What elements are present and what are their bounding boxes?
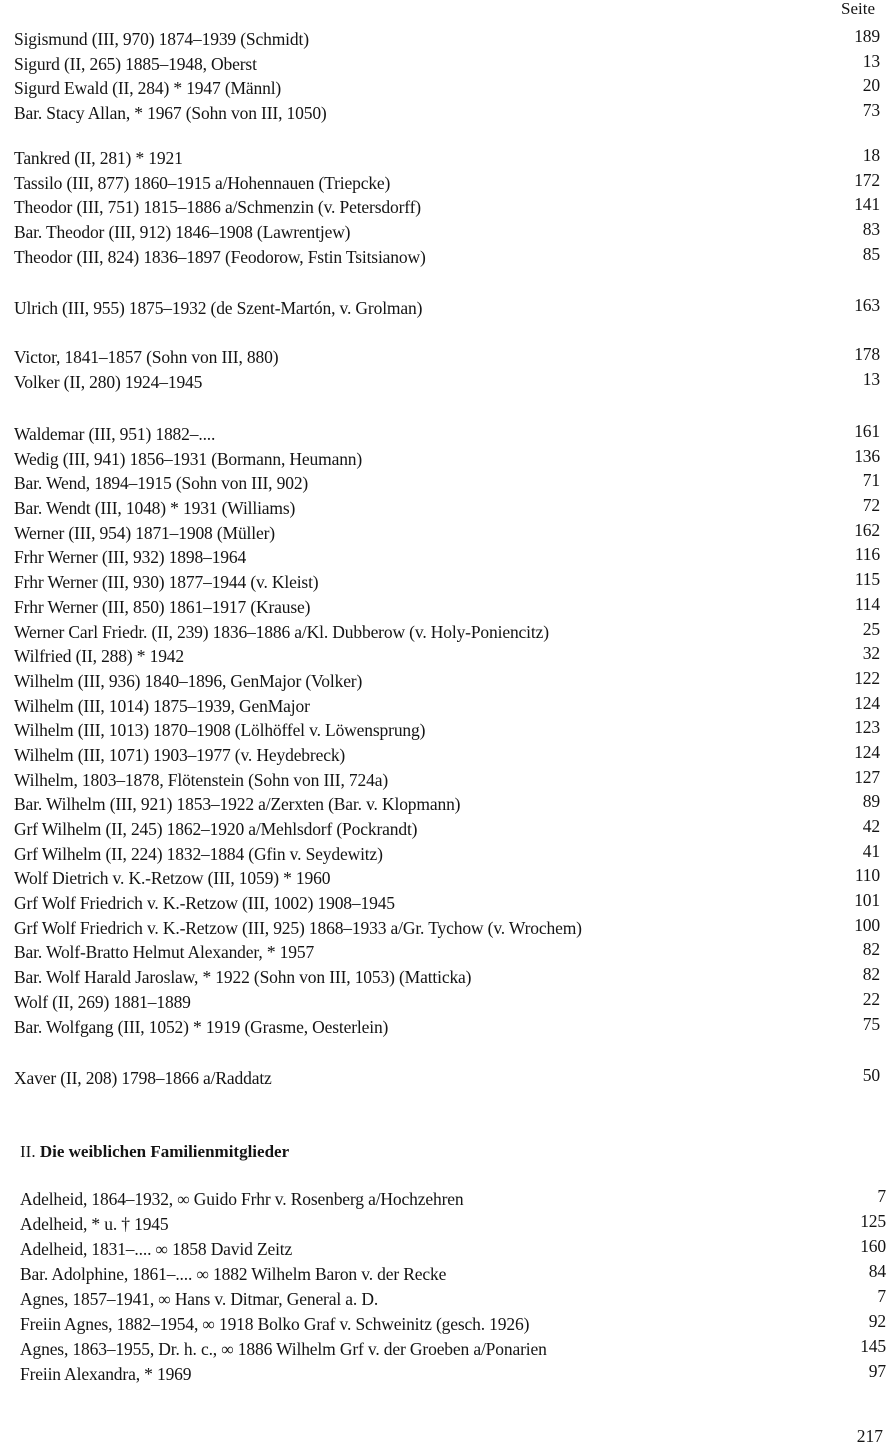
entry-name: Victor, 1841–1857 (Sohn von III, 880) [14,347,279,367]
entry-page-number: 73 [862,100,880,121]
index-entry [14,1066,880,1091]
index-group-u [14,296,880,321]
index-entry [14,296,880,321]
entry-name: Tankred (II, 281) * 1921 [14,148,183,168]
entry-name: Freiin Agnes, 1882–1954, ∞ 1918 Bolko Graf v. Schweinitz (gesch. 1926) [20,1314,530,1334]
entry-name: Theodor (III, 751) 1815–1886 a/Schmenzin (v. Petersdorff) [14,197,421,218]
entry-name: Bar. Wend, 1894–1915 (Sohn von III, 902) [14,473,309,494]
entry-page-number: 127 [854,766,880,787]
index-entry [20,1187,886,1212]
entry-page-number: 20 [862,75,880,96]
index-entry [20,1312,886,1337]
index-entry [14,866,880,891]
index-entry [14,27,880,52]
index-entry [14,171,880,196]
entry-name: Werner (III, 954) 1871–1908 (Müller) [14,522,275,543]
index-entry [20,1262,886,1287]
entry-page-number: 124 [854,741,880,762]
index-entry [14,842,880,867]
entry-name: Sigurd (II, 265) 1885–1948, Oberst [14,53,257,74]
index-entry [14,52,880,77]
index-entry [20,1212,886,1237]
entry-name: Bar. Stacy Allan, * 1967 (Sohn von III, 1050) [14,103,327,124]
entry-page-number: 141 [854,194,880,215]
section-heading [20,1141,289,1163]
index-group-v [14,345,880,394]
entry-name: Ulrich (III, 955) 1875–1932 (de Szent-Martón, v. Grolman) [14,298,423,318]
entry-name: Bar. Theodor (III, 912) 1846–1908 (Lawrentjew) [14,222,351,243]
entry-page-number: 83 [862,219,880,240]
entry-name: Grf Wilhelm (II, 224) 1832–1884 (Gfin v. Seydewitz) [14,843,383,864]
index-entry [14,669,880,694]
entry-page-number: 161 [854,421,880,441]
entry-page-number: 114 [854,593,880,614]
entry-name: Bar. Wolfgang (III, 1052) * 1919 (Grasme, Oesterlein) [14,1016,389,1037]
index-group-s [14,27,880,126]
entry-name: Agnes, 1857–1941, ∞ Hans v. Ditmar, General a. D. [20,1289,379,1309]
index-entry [14,447,880,472]
entry-name: Wilhelm (III, 1071) 1903–1977 (v. Heydebreck) [14,744,346,765]
entry-page-number: 84 [868,1261,886,1281]
entry-name: Freiin Alexandra, * 1969 [20,1364,192,1384]
index-entry [14,990,880,1015]
entry-page-number: 101 [854,890,880,911]
entry-page-number: 71 [862,470,880,491]
entry-name: Grf Wolf Friedrich v. K.-Retzow (III, 1002) 1908–1945 [14,893,395,914]
page-column-header: Seite [841,0,875,18]
entry-name: Wedig (III, 941) 1856–1931 (Bormann, Heumann) [14,448,363,469]
entry-name: Frhr Werner (III, 850) 1861–1917 (Krause) [14,596,311,617]
entry-name: Frhr Werner (III, 932) 1898–1964 [14,547,247,568]
entry-page-number: 89 [862,791,880,812]
entry-page-number: 178 [854,344,880,364]
index-entry [14,792,880,817]
entry-page-number: 110 [854,865,880,886]
entry-page-number: 123 [854,717,880,738]
entry-page-number: 162 [854,519,880,540]
index-entry [14,496,880,521]
entry-name: Agnes, 1863–1955, Dr. h. c., ∞ 1886 Wilhelm Grf v. der Groeben a/Ponarien [20,1339,547,1359]
entry-name: Bar. Adolphine, 1861–.... ∞ 1882 Wilhelm Baron v. der Recke [20,1264,447,1284]
entry-page-number: 82 [862,939,880,960]
entry-page-number: 125 [860,1211,886,1231]
index-entry [20,1237,886,1262]
entry-page-number: 42 [862,816,880,836]
entry-name: Werner Carl Friedr. (II, 239) 1836–1886 a/Kl. Dubberow (v. Holy-Poniencitz) [14,621,549,642]
index-entry [14,521,880,546]
index-entry [14,965,880,990]
entry-page-number: 115 [854,569,880,590]
index-entry [14,146,880,171]
index-entry [14,620,880,645]
index-entry [14,768,880,793]
entry-page-number: 75 [862,1013,880,1034]
index-entry [14,471,880,496]
index-group-t [14,146,880,269]
entry-name: Wolf Dietrich v. K.-Retzow (III, 1059) * 1960 [14,868,331,889]
entry-page-number: 122 [854,667,880,688]
entry-page-number: 163 [854,295,880,315]
entry-page-number: 85 [862,243,880,264]
index-entry [14,1015,880,1040]
entry-name: Wilfried (II, 288) * 1942 [14,646,185,667]
entry-page-number: 92 [868,1311,886,1331]
entry-page-number: 13 [862,50,880,71]
index-entry [14,101,880,126]
entry-name: Bar. Wendt (III, 1048) * 1931 (Williams) [14,498,296,519]
index-entry [14,545,880,570]
section-number: II. [20,1142,36,1161]
index-entry [14,595,880,620]
index-entry [14,570,880,595]
index-entry [14,345,880,370]
entry-name: Theodor (III, 824) 1836–1897 (Feodorow, Fstin Tsitsianow) [14,246,426,267]
index-entry [14,76,880,101]
index-entry [14,195,880,220]
entry-page-number: 100 [854,914,880,935]
entry-name: Adelheid, 1864–1932, ∞ Guido Frhr v. Rosenberg a/Hochzehren [20,1189,464,1209]
entry-name: Tassilo (III, 877) 1860–1915 a/Hohennauen (Triepcke) [14,172,391,193]
entry-name: Wolf (II, 269) 1881–1889 [14,991,191,1012]
entry-name: Waldemar (III, 951) 1882–.... [14,424,216,444]
entry-name: Adelheid, * u. † 1945 [20,1214,169,1234]
entry-page-number: 189 [854,26,880,46]
index-entry [14,916,880,941]
entry-name: Bar. Wilhelm (III, 921) 1853–1922 a/Zerxten (Bar. v. Klopmann) [14,794,461,815]
entry-page-number: 97 [868,1361,886,1381]
index-entry [14,891,880,916]
entry-page-number: 145 [860,1336,886,1356]
folio-page-number: 217 [856,1426,883,1446]
entry-page-number: 13 [862,368,880,389]
index-entry [20,1337,886,1362]
index-group-female [20,1187,886,1387]
index-entry [14,743,880,768]
entry-page-number: 25 [862,618,880,639]
entry-name: Grf Wilhelm (II, 245) 1862–1920 a/Mehlsdorf (Pockrandt) [14,819,418,839]
entry-name: Bar. Wolf Harald Jaroslaw, * 1922 (Sohn von III, 1053) (Matticka) [14,967,472,988]
index-entry [14,817,880,842]
index-entry [14,422,880,447]
entry-page-number: 18 [862,145,880,165]
entry-name: Wilhelm (III, 1014) 1875–1939, GenMajor [14,695,310,716]
entry-page-number: 124 [854,692,880,713]
entry-name: Frhr Werner (III, 930) 1877–1944 (v. Kleist) [14,572,319,593]
index-entry [14,940,880,965]
entry-page-number: 172 [854,169,880,190]
entry-name: Adelheid, 1831–.... ∞ 1858 David Zeitz [20,1239,293,1259]
index-entry [14,644,880,669]
index-entry [20,1287,886,1312]
entry-page-number: 50 [862,1065,880,1085]
entry-page-number: 7 [877,1186,886,1206]
entry-page-number: 32 [862,643,880,664]
index-group-w [14,422,880,1039]
entry-page-number: 160 [860,1236,886,1256]
entry-name: Sigurd Ewald (II, 284) * 1947 (Männl) [14,78,282,99]
index-entry [14,694,880,719]
entry-page-number: 116 [854,544,880,565]
index-entry [14,370,880,395]
entry-name: Sigismund (III, 970) 1874–1939 (Schmidt) [14,29,309,49]
entry-name: Xaver (II, 208) 1798–1866 a/Raddatz [14,1068,272,1088]
index-entry [14,245,880,270]
index-entry [14,220,880,245]
entry-name: Wilhelm, 1803–1878, Flötenstein (Sohn von III, 724a) [14,769,389,790]
entry-name: Wilhelm (III, 936) 1840–1896, GenMajor (Volker) [14,670,363,691]
index-entry [14,718,880,743]
entry-name: Grf Wolf Friedrich v. K.-Retzow (III, 925) 1868–1933 a/Gr. Tychow (v. Wrochem) [14,917,582,938]
entry-name: Wilhelm (III, 1013) 1870–1908 (Lölhöffel v. Löwensprung) [14,720,426,741]
entry-page-number: 22 [862,988,880,1009]
entry-page-number: 82 [862,964,880,985]
entry-name: Bar. Wolf-Bratto Helmut Alexander, * 1957 [14,942,315,963]
section-title: Die weiblichen Familienmitglieder [39,1142,290,1161]
entry-page-number: 72 [862,495,880,516]
entry-page-number: 136 [854,445,880,466]
entry-page-number: 41 [862,840,880,861]
index-entry [20,1362,886,1387]
index-group-x [14,1066,880,1091]
entry-page-number: 7 [877,1286,886,1306]
entry-name: Volker (II, 280) 1924–1945 [14,371,203,392]
